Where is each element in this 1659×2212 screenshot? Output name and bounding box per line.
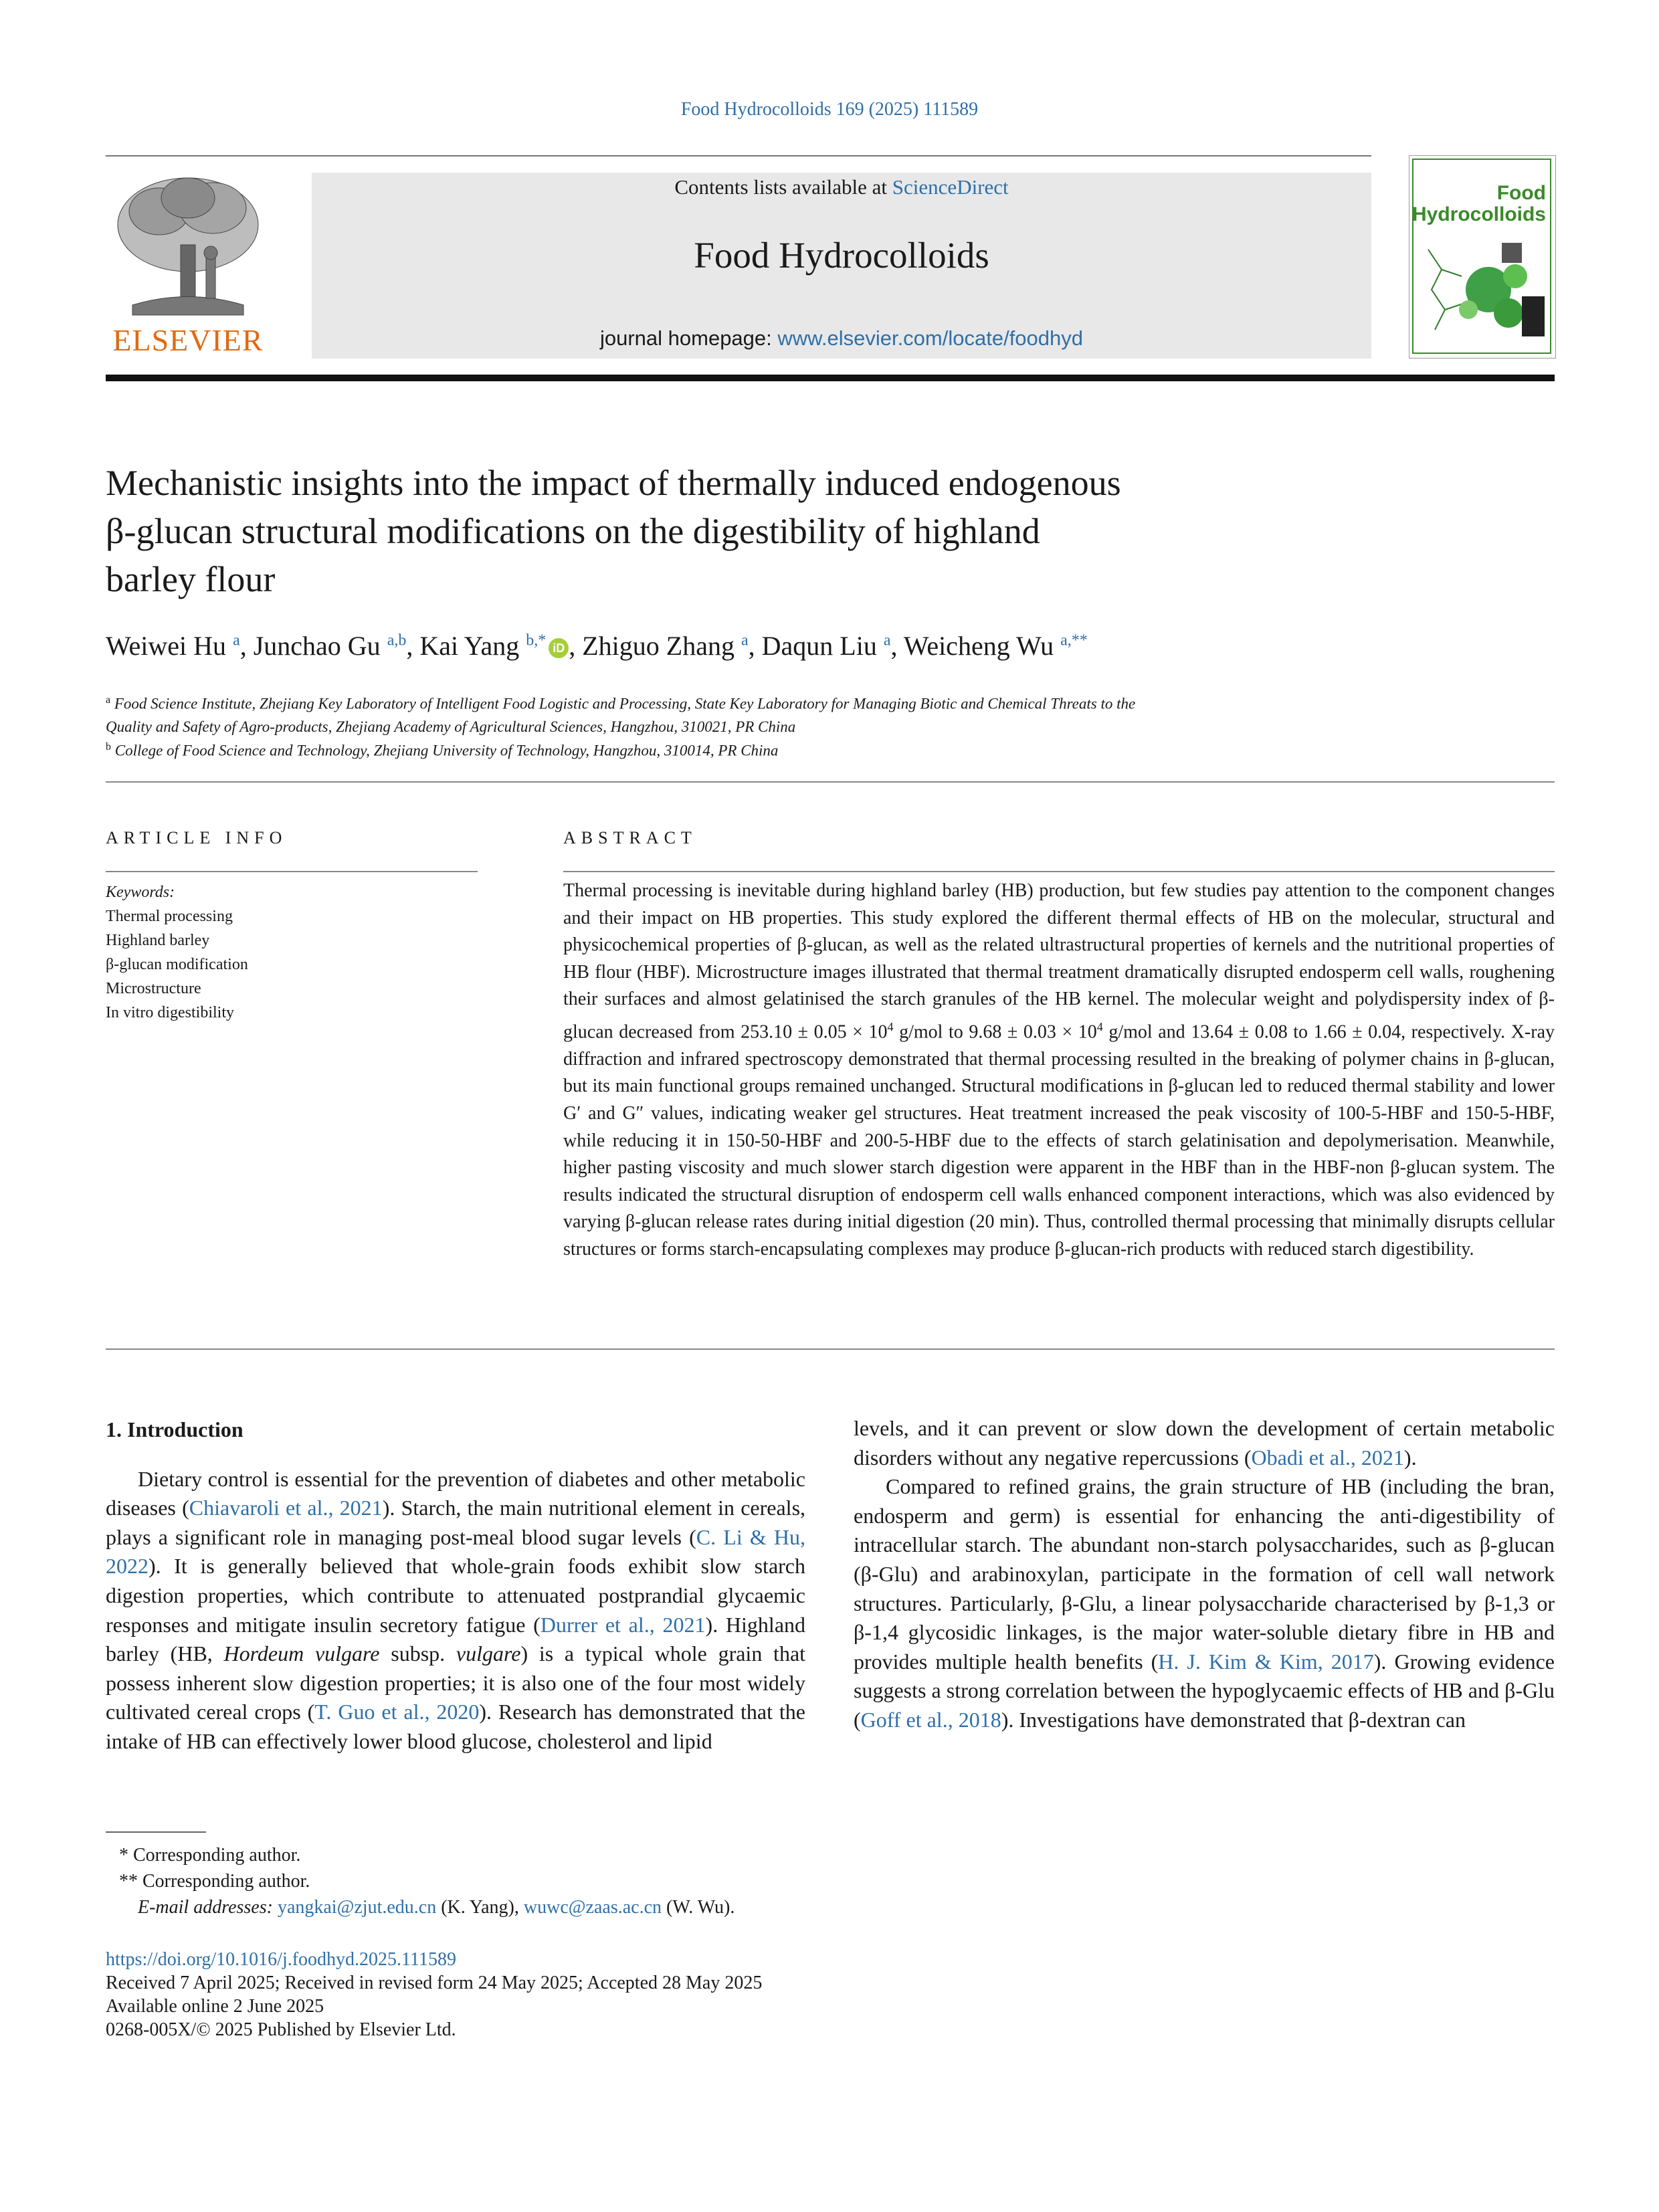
- email-label: E-mail addresses:: [138, 1897, 273, 1918]
- affiliation-rule: [106, 781, 1555, 783]
- affiliation-text: College of Food Science and Technology, Zhejiang University of Technology, Hangzhou, 310014, PR China: [114, 742, 779, 759]
- affiliation-a: [106, 689, 1555, 738]
- body-text: ) is a typical whole grain that possess inherent slow digestion properties; it is also one of the four most widely cultivated cereal crops (: [106, 1641, 806, 1724]
- footnote-corresponding-2: ** Corresponding author.: [119, 1871, 310, 1892]
- article-info-heading: ARTICLE INFO: [106, 828, 288, 847]
- cover-title-line1: Food: [1496, 182, 1546, 204]
- journal-homepage: [312, 326, 1371, 350]
- article-info-rule: [106, 871, 478, 872]
- keyword-item: Thermal processing: [106, 908, 233, 925]
- author-affil-sup[interactable]: b,*: [526, 631, 547, 649]
- journal-title: Food Hydrocolloids: [694, 235, 989, 276]
- cover-title-line2: Hydrocolloids: [1411, 203, 1546, 225]
- intro-paragraph-1: [106, 1465, 805, 1756]
- author-name[interactable]: Weicheng Wu: [903, 631, 1054, 661]
- abstract-exponent: 4: [1096, 1019, 1103, 1033]
- author-name[interactable]: Daqun Liu: [761, 631, 877, 661]
- abstract-rule: [563, 871, 1555, 872]
- footnote-emails: [106, 1894, 975, 1920]
- author-affil-sup[interactable]: a,**: [1060, 631, 1088, 649]
- author-list: Weiwei Hu $^a$, Junchao Gu $^{a,b}$, Kai Yang $^{b,*}$ iD , Zhiguo Zhang $^a$, Daqun Liu $^a$, Weicheng Wu $^{a,**}$: [106, 631, 1088, 661]
- elsevier-wordmark: ELSEVIER: [112, 323, 264, 357]
- affiliation-sup: a: [106, 694, 111, 706]
- citation-link[interactable]: Obadi et al., 2021: [1251, 1445, 1404, 1470]
- title-line-2: β-glucan structural modifications on the digestibility of highland: [106, 511, 1040, 551]
- sciencedirect-link[interactable]: ScienceDirect: [892, 175, 1009, 199]
- author-name[interactable]: Kai Yang: [419, 631, 520, 661]
- header-rule: [106, 155, 1371, 157]
- footnotes: [106, 1842, 975, 1920]
- title-line-1: Mechanistic insights into the impact of thermally induced endogenous: [106, 463, 1121, 503]
- journal-cover[interactable]: [1409, 155, 1556, 359]
- received-dates: Received 7 April 2025; Received in revised form 24 May 2025; Accepted 28 May 2025: [106, 1973, 763, 1993]
- email-link[interactable]: wuwc@zaas.ac.cn: [523, 1897, 662, 1918]
- elsevier-tree-icon: [106, 171, 270, 318]
- abstract-part: Thermal processing is inevitable during highland barley (HB) production, but few studies pay attention to the component changes and their impact on HB properties. This study explored the different thermal effects of HB on the molecular, structural and physicochemical properties of β-glucan, as well as the related ultrastructural properties of kernels and the nutritional properties of HB flour (HBF). Microstructure images illustrated that thermal treatment dramatically disrupted endosperm cell walls, roughening their surfaces and almost gelatinised the starch granules of the HB kernel. The molecular weight and polydispersity index of β-glucan decreased from 253.10 ± 0.05 × 10: [563, 880, 1555, 1043]
- body-text: ). Investigations have demonstrated that β-dextran can: [1001, 1707, 1466, 1732]
- keywords-block: [106, 880, 478, 1025]
- author-affil-sup[interactable]: a: [233, 631, 240, 649]
- body-text: Compared to refined grains, the grain structure of HB (including the bran, endosperm and germ) is essential for enhancing the anti-digestibility of intracellular starch. The abundant non-starch polysaccharides, such as β-glucan (β-Glu) and arabinoxylan, participate in the formation of cell wall network structures. Particularly, β-Glu, a linear polysaccharide characterised by β-1,3 or β-1,4 glycosidic linkages, is the major water-soluble dietary fibre in HB and provides multiple health benefits (: [854, 1474, 1555, 1674]
- abstract-part: g/mol to 9.68 ± 0.03 × 10: [893, 1021, 1097, 1043]
- homepage-link[interactable]: www.elsevier.com/locate/foodhyd: [777, 326, 1084, 350]
- journal-reference[interactable]: Food Hydrocolloids 169 (2025) 111589: [680, 99, 979, 120]
- species-italic: Hordeum vulgare: [223, 1641, 380, 1666]
- keywords-label: Keywords:: [106, 884, 175, 901]
- email-owner: (W. Wu).: [662, 1897, 735, 1918]
- body-text: ). Starch, the main nutritional element in cereals, plays a significant role in managing post-meal blood sugar levels (: [106, 1496, 806, 1549]
- keyword-item: β-glucan modification: [106, 956, 248, 973]
- body-text: ).: [1403, 1445, 1417, 1470]
- doi-link[interactable]: https://doi.org/10.1016/j.foodhyd.2025.111589: [106, 1949, 456, 1970]
- cover-molecule-icon: [1415, 236, 1549, 350]
- affiliation-b: [106, 736, 1555, 763]
- body-text: ). Growing evidence suggests a strong correlation between the hypoglycaemic effects of HB and β-Glu (: [854, 1649, 1555, 1732]
- copyright: 0268-005X/© 2025 Published by Elsevier Ltd.: [106, 2019, 456, 2040]
- available-online: Available online 2 June 2025: [106, 1996, 324, 2017]
- author-affil-sup[interactable]: a: [741, 631, 749, 649]
- intro-paragraph-2: [854, 1472, 1555, 1734]
- intro-paragraph-1-cont: [854, 1414, 1555, 1472]
- abstract-heading: ABSTRACT: [563, 828, 697, 847]
- affiliation-text: Food Science Institute, Zhejiang Key Laboratory of Intelligent Food Logistic and Processing, State Key Laboratory for Managing Biotic and Chemical Threats to the: [114, 695, 1136, 712]
- abstract-end-rule: [106, 1348, 1555, 1350]
- species-italic: vulgare: [456, 1641, 521, 1666]
- contents-line: [312, 173, 1371, 202]
- homepage-prefix: journal homepage:: [599, 326, 778, 350]
- author-affil-sup[interactable]: a,b: [387, 631, 407, 649]
- article-title: [106, 459, 1377, 603]
- citation-link[interactable]: C. Li & Hu, 2022: [106, 1524, 806, 1579]
- footnote-corresponding-1: * Corresponding author.: [119, 1845, 301, 1866]
- abstract-part: g/mol and 13.64 ± 0.08 to 1.66 ± 0.04, respectively. X-ray diffraction and infrared spectroscopy demonstrated that thermal processing resulted in the breaking of polymer chains in β-glucan, but its main functional groups remained unchanged. Structural modifications in β-glucan led to reduced thermal stability and lower G′ and G″ values, indicating weaker gel structures. Heat treatment increased the peak viscosity of 100-5-HBF and 150-5-HBF, while reducing it in 150-50-HBF and 200-5-HBF due to the effects of starch gelatinisation and depolymerisation. Meanwhile, higher pasting viscosity and much slower starch digestion were apparent in the HBF than in the HBF-non β-glucan system. The results indicated the structural disruption of endosperm cell walls enhanced component interactions, which was also evidenced by varying β-glucan release rates during initial digestion (20 min). Thus, controlled thermal processing that minimally disrupts cellular structures or forms starch-encapsulating complexes may produce β-glucan-rich products with reduced starch digestibility.: [563, 1021, 1555, 1260]
- author-name[interactable]: Zhiguo Zhang: [582, 631, 735, 661]
- citation-link[interactable]: Goff et al., 2018: [860, 1707, 1001, 1732]
- affiliation-sup: b: [106, 741, 111, 752]
- body-text: ). Research has demonstrated that the intake of HB can effectively lower blood glucose, cholesterol and lipid: [106, 1700, 806, 1753]
- body-text: subsp.: [379, 1641, 456, 1666]
- author-name[interactable]: Weiwei Hu: [106, 631, 227, 661]
- footnote-rule: [106, 1831, 206, 1833]
- abstract-text: [563, 878, 1555, 1264]
- affiliation-text: Quality and Safety of Agro-products, Zhejiang Academy of Agricultural Sciences, Hangzhou, 310021, PR China: [106, 718, 796, 735]
- keyword-item: Highland barley: [106, 932, 210, 949]
- publication-info: [106, 1948, 1176, 2041]
- author-affil-sup[interactable]: a: [883, 631, 891, 649]
- title-line-3: barley flour: [106, 559, 276, 599]
- abstract-exponent: 4: [887, 1019, 894, 1033]
- author-name[interactable]: Junchao Gu: [253, 631, 381, 661]
- email-link[interactable]: yangkai@zjut.edu.cn: [277, 1897, 437, 1918]
- body-right-column: [854, 1414, 1555, 1735]
- keyword-item: Microstructure: [106, 980, 201, 997]
- body-left-column: [106, 1415, 805, 1756]
- email-owner: (K. Yang),: [436, 1897, 524, 1918]
- contents-prefix: Contents lists available at: [674, 175, 892, 199]
- header-thick-rule: [106, 375, 1555, 381]
- body-text: ). It is generally believed that whole-grain foods exhibit slow starch digestion properties, which contribute to attenuated postprandial glycaemic responses and mitigate insulin secretory fatigue (: [106, 1554, 805, 1637]
- orcid-icon[interactable]: iD: [549, 638, 569, 658]
- body-text: levels, and it can prevent or slow down the development of certain metabolic disorders without any negative repercussions (: [854, 1416, 1555, 1470]
- citation-link[interactable]: Durrer et al., 2021: [540, 1612, 706, 1637]
- citation-link[interactable]: Chiavaroli et al., 2021: [189, 1496, 383, 1520]
- citation-link[interactable]: T. Guo et al., 2020: [314, 1700, 480, 1724]
- cover-title: [1412, 183, 1546, 225]
- citation-link[interactable]: H. J. Kim & Kim, 2017: [1158, 1649, 1374, 1674]
- body-text: ). Highland barley (HB,: [106, 1612, 806, 1666]
- section-heading-introduction: 1. Introduction: [106, 1417, 243, 1441]
- body-text: Dietary control is essential for the prevention of diabetes and other metabolic diseases (: [106, 1466, 805, 1520]
- keyword-item: In vitro digestibility: [106, 1004, 234, 1021]
